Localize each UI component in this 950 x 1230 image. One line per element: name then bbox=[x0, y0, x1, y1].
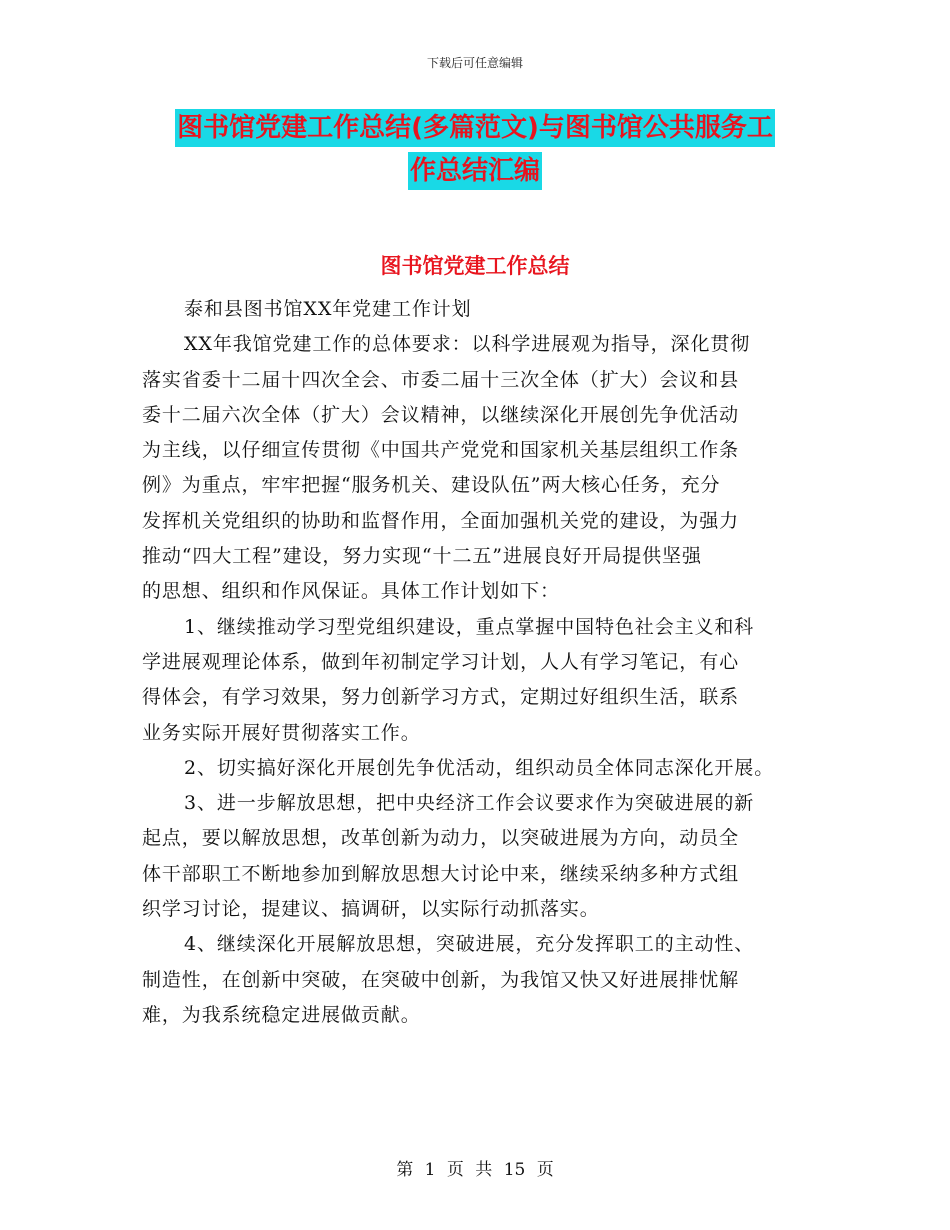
paragraph-line: 委十二届六次全体（扩大）会议精神，以继续深化开展创先争优活动 bbox=[142, 403, 740, 426]
paragraph-line: 的思想、组织和作风保证。具体工作计划如下： bbox=[142, 580, 560, 603]
title-highlight-1: 图书馆党建工作总结(多篇范文)与图书馆公共服务工 bbox=[175, 109, 775, 147]
paragraph-line: 推动“四大工程”建设，努力实现“十二五”进展良好开局提供坚强 bbox=[142, 545, 702, 568]
paragraph-line: 2、切实搞好深化开展创先争优活动，组织动员全体同志深化开展。 bbox=[184, 756, 775, 779]
paragraph-line: 学进展观理论体系，做到年初制定学习计划，人人有学习笔记，有心 bbox=[142, 650, 740, 673]
paragraph-line: 落实省委十二届十四次全会、市委二届十三次全体（扩大）会议和县 bbox=[142, 368, 740, 391]
paragraph-line: 3、进一步解放思想，把中央经济工作会议要求作为突破进展的新 bbox=[184, 792, 755, 815]
body-text bbox=[142, 292, 822, 1033]
paragraph-line: 织学习讨论，提建议、搞调研，以实际行动抓落实。 bbox=[142, 898, 600, 921]
paragraph-line: 体干部职工不断地参加到解放思想大讨论中来，继续采纳多种方式组 bbox=[142, 862, 740, 885]
header-note: 下载后可任意编辑 bbox=[426, 56, 523, 70]
paragraph-line: 得体会，有学习效果，努力创新学习方式，定期过好组织生活，联系 bbox=[142, 686, 740, 709]
paragraph-line: 起点，要以解放思想，改革创新为动力，以突破进展为方向，动员全 bbox=[142, 827, 740, 850]
paragraph-line: 制造性，在创新中突破，在突破中创新，为我馆又快又好进展排忧解 bbox=[142, 968, 740, 991]
section-title: 图书馆党建工作总结 bbox=[380, 254, 570, 278]
paragraph-line: XX年我馆党建工作的总体要求：以科学进展观为指导，深化贯彻 bbox=[184, 333, 751, 356]
paragraph-line: 难，为我系统稳定进展做贡献。 bbox=[142, 1003, 421, 1026]
document-title-line-1 bbox=[0, 115, 950, 141]
paragraph-line: 1、继续推动学习型党组织建设，重点掌握中国特色社会主义和科 bbox=[184, 615, 755, 638]
page-number-footer: 第 1 页 共 15 页 bbox=[396, 1160, 554, 1180]
title-highlight-2: 作总结汇编 bbox=[408, 152, 542, 190]
paragraph-line: 业务实际开展好贯彻落实工作。 bbox=[142, 721, 421, 744]
paragraph-line: 例》为重点，牢牢把握“服务机关、建设队伍”两大核心任务，充分 bbox=[142, 474, 721, 497]
paragraph-line: 4、继续深化开展解放思想，突破进展，充分发挥职工的主动性、 bbox=[184, 933, 755, 956]
document-title-line-2 bbox=[0, 158, 950, 184]
paragraph-line: 发挥机关党组织的协助和监督作用，全面加强机关党的建设，为强力 bbox=[142, 509, 740, 532]
paragraph-line: 为主线，以仔细宣传贯彻《中国共产党党和国家机关基层组织工作条 bbox=[142, 439, 740, 462]
paragraph-line: 泰和县图书馆XX年党建工作计划 bbox=[184, 298, 472, 320]
